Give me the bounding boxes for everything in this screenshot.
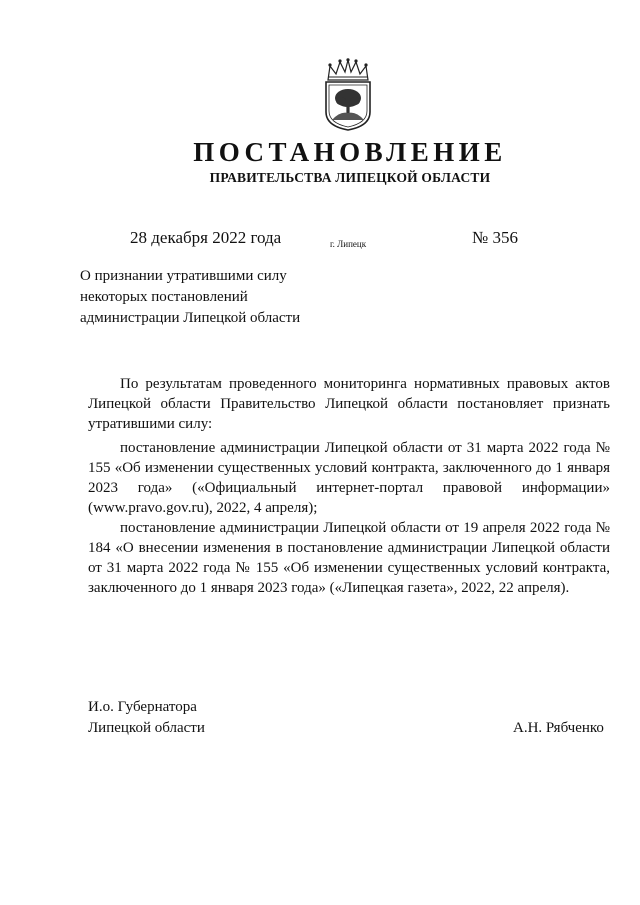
body-paragraph: постановление администрации Липецкой области от 19 апреля 2022 года № 184 «О внесении изменения в постановление администрации Липецкой области от 31 марта 2022 года № 155 «Об изменении существенных условий контракта, заключенного до 1 января 2023 года» («Липецкая газета», 2022, 22 апреля). [88, 520, 610, 596]
document-number: № 356 [472, 228, 518, 247]
document-subtitle: ПРАВИТЕЛЬСТВА ЛИПЕЦКОЙ ОБЛАСТИ [209, 170, 491, 185]
document-city: г. Липецк [330, 239, 367, 249]
document-body [88, 374, 610, 598]
signature-position-line: И.о. Губернатора [88, 699, 197, 715]
signature-position [88, 697, 205, 739]
document-date: 28 декабря 2022 года [130, 228, 282, 247]
body-paragraph: По результатам проведенного мониторинга нормативных правовых актов Липецкой области Правительство Липецкой области постановляет признать утратившими силу: [88, 376, 610, 432]
signature-name: А.Н. Рябченко [513, 720, 604, 736]
heading-line: О признании утратившими силу [80, 268, 287, 284]
heading-line: некоторых постановлений [80, 289, 248, 305]
document-title: ПОСТАНОВЛЕНИЕ [193, 137, 507, 167]
lipetsk-coat-of-arms-icon [318, 58, 378, 132]
heading-line: администрации Липецкой области [80, 310, 301, 326]
body-paragraph: постановление администрации Липецкой области от 31 марта 2022 года № 155 «Об изменении существенных условий контракта, заключенного до 1 января 2023 года» («Официальный интернет-портал правовой информации» (www.pravo.gov.ru), 2022, 4 апреля); [88, 440, 610, 516]
signature-position-line: Липецкой области [88, 720, 205, 736]
document-heading [80, 266, 380, 329]
